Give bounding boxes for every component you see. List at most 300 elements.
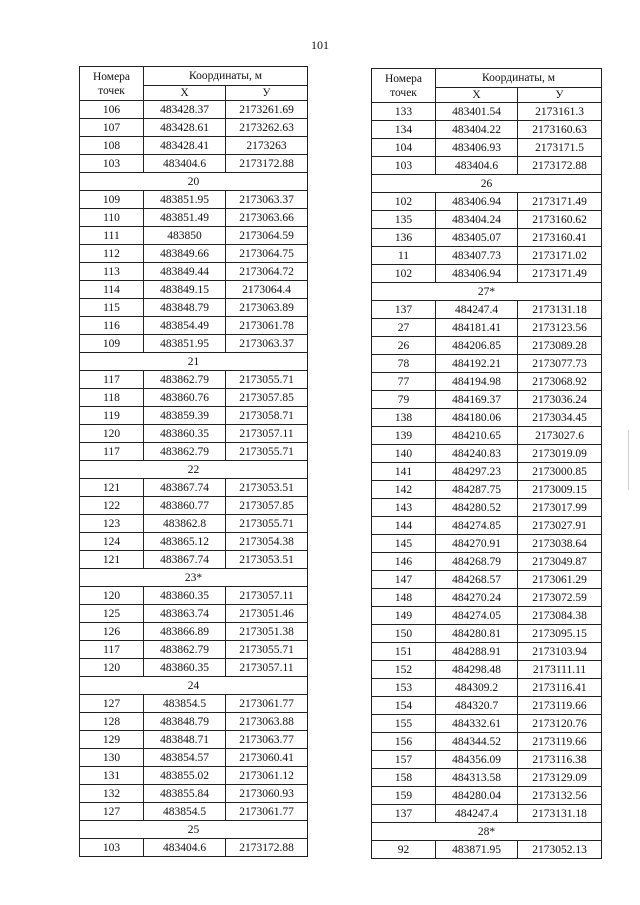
- table-row: [80, 623, 308, 641]
- table-body-left: [80, 101, 308, 857]
- table-row: [80, 407, 308, 425]
- x-coordinate-cell: 483848.79: [144, 713, 226, 731]
- y-coordinate-cell: 2173055.71: [226, 371, 308, 389]
- y-coordinate-cell: 2173063.77: [226, 731, 308, 749]
- y-coordinate-cell: 2173036.24: [518, 391, 602, 409]
- table-row: [372, 751, 602, 769]
- table-row: [80, 587, 308, 605]
- x-coordinate-cell: 484210.65: [436, 427, 518, 445]
- point-number-cell: 141: [372, 463, 436, 481]
- section-row: [80, 173, 308, 191]
- y-coordinate-cell: 2173027.6: [518, 427, 602, 445]
- point-number-cell: 103: [80, 839, 144, 857]
- table-row: [80, 731, 308, 749]
- point-number-cell: 107: [80, 119, 144, 137]
- y-coordinate-cell: 2173119.66: [518, 733, 602, 751]
- x-coordinate-cell: 483862.8: [144, 515, 226, 533]
- y-coordinate-cell: 2173064.72: [226, 263, 308, 281]
- table-row: [372, 661, 602, 679]
- point-number-cell: 138: [372, 409, 436, 427]
- point-number-cell: 139: [372, 427, 436, 445]
- x-coordinate-cell: 483860.76: [144, 389, 226, 407]
- x-coordinate-cell: 483404.22: [436, 121, 518, 139]
- point-number-cell: 77: [372, 373, 436, 391]
- point-number-cell: 154: [372, 697, 436, 715]
- x-coordinate-cell: 483867.74: [144, 479, 226, 497]
- point-number-cell: 135: [372, 211, 436, 229]
- table-row: [372, 517, 602, 535]
- point-number-cell: 117: [80, 371, 144, 389]
- table-row: [372, 571, 602, 589]
- point-number-cell: 110: [80, 209, 144, 227]
- x-coordinate-cell: 483862.79: [144, 371, 226, 389]
- point-number-cell: 117: [80, 443, 144, 461]
- y-coordinate-cell: 2173061.77: [226, 695, 308, 713]
- section-label: 22: [80, 461, 308, 479]
- y-coordinate-cell: 2173051.46: [226, 605, 308, 623]
- page-number: 101: [311, 38, 329, 52]
- y-coordinate-cell: 2173063.88: [226, 713, 308, 731]
- x-coordinate-cell: 484180.06: [436, 409, 518, 427]
- section-label: 26: [372, 175, 602, 193]
- table-row: [372, 463, 602, 481]
- x-coordinate-cell: 483849.66: [144, 245, 226, 263]
- y-coordinate-cell: 2173116.41: [518, 679, 602, 697]
- point-number-cell: 124: [80, 533, 144, 551]
- x-coordinate-cell: 483865.12: [144, 533, 226, 551]
- y-coordinate-cell: 2173055.71: [226, 443, 308, 461]
- x-coordinate-cell: 483404.24: [436, 211, 518, 229]
- x-coordinate-cell: 484280.81: [436, 625, 518, 643]
- x-coordinate-cell: 483406.94: [436, 193, 518, 211]
- y-coordinate-cell: 2173019.09: [518, 445, 602, 463]
- x-coordinate-cell: 483428.61: [144, 119, 226, 137]
- section-label: 25: [80, 821, 308, 839]
- table-row: [372, 697, 602, 715]
- table-row: [372, 481, 602, 499]
- table-row: [372, 427, 602, 445]
- point-number-cell: 116: [80, 317, 144, 335]
- table-row: [80, 839, 308, 857]
- scan-edge-mark: [628, 430, 629, 490]
- point-number-cell: 143: [372, 499, 436, 517]
- x-coordinate-cell: 483401.54: [436, 103, 518, 121]
- x-coordinate-cell: 483859.39: [144, 407, 226, 425]
- x-coordinate-cell: 484280.52: [436, 499, 518, 517]
- point-number-cell: 140: [372, 445, 436, 463]
- y-coordinate-cell: 2173262.63: [226, 119, 308, 137]
- y-coordinate-cell: 2173057.85: [226, 497, 308, 515]
- table-row: [372, 319, 602, 337]
- x-coordinate-cell: 483854.5: [144, 803, 226, 821]
- x-coordinate-cell: 483862.79: [144, 443, 226, 461]
- x-coordinate-cell: 483404.6: [144, 839, 226, 857]
- point-number-cell: 148: [372, 589, 436, 607]
- x-coordinate-cell: 483848.71: [144, 731, 226, 749]
- point-number-cell: 11: [372, 247, 436, 265]
- point-number-cell: 132: [80, 785, 144, 803]
- x-coordinate-cell: 483851.49: [144, 209, 226, 227]
- y-coordinate-cell: 2173057.11: [226, 425, 308, 443]
- y-coordinate-cell: 2173063.89: [226, 299, 308, 317]
- y-coordinate-cell: 2173063.66: [226, 209, 308, 227]
- y-coordinate-cell: 2173263: [226, 137, 308, 155]
- section-row: [372, 175, 602, 193]
- point-number-header: Номера точек: [372, 69, 436, 103]
- point-number-cell: 159: [372, 787, 436, 805]
- y-coordinate-cell: 2173055.71: [226, 641, 308, 659]
- table-row: [372, 139, 602, 157]
- x-coordinate-cell: 483860.35: [144, 587, 226, 605]
- y-coordinate-cell: 2173061.77: [226, 803, 308, 821]
- table-row: [80, 119, 308, 137]
- point-number-cell: 115: [80, 299, 144, 317]
- y-coordinate-cell: 2173116.38: [518, 751, 602, 769]
- x-coordinate-cell: 483849.15: [144, 281, 226, 299]
- point-number-cell: 111: [80, 227, 144, 245]
- table-row: [80, 551, 308, 569]
- table-row: [80, 389, 308, 407]
- table-row: [372, 553, 602, 571]
- point-number-header: Номера точек: [80, 67, 144, 101]
- table-row: [372, 229, 602, 247]
- table-row: [372, 103, 602, 121]
- section-label: 24: [80, 677, 308, 695]
- table-row: [372, 607, 602, 625]
- y-coordinate-cell: 2173060.93: [226, 785, 308, 803]
- y-coordinate-cell: 2173160.63: [518, 121, 602, 139]
- y-coordinate-cell: 2173049.87: [518, 553, 602, 571]
- section-row: [372, 283, 602, 301]
- x-coordinate-cell: 484240.83: [436, 445, 518, 463]
- table-row: [372, 121, 602, 139]
- point-number-cell: 102: [372, 265, 436, 283]
- point-number-cell: 129: [80, 731, 144, 749]
- x-coordinate-cell: 484268.79: [436, 553, 518, 571]
- point-number-cell: 147: [372, 571, 436, 589]
- table-row: [372, 715, 602, 733]
- point-number-cell: 125: [80, 605, 144, 623]
- y-coordinate-cell: 2173060.41: [226, 749, 308, 767]
- table-row: [80, 335, 308, 353]
- x-coordinate-cell: 484206.85: [436, 337, 518, 355]
- table-row: [80, 713, 308, 731]
- y-coordinate-cell: 2173171.49: [518, 193, 602, 211]
- x-coordinate-cell: 483860.35: [144, 425, 226, 443]
- table-row: [80, 497, 308, 515]
- y-coordinate-cell: 2173119.66: [518, 697, 602, 715]
- table-row: [372, 643, 602, 661]
- y-coordinate-cell: 2173061.78: [226, 317, 308, 335]
- table-row: [372, 247, 602, 265]
- point-number-cell: 158: [372, 769, 436, 787]
- y-coordinate-cell: 2173131.18: [518, 805, 602, 823]
- point-number-cell: 149: [372, 607, 436, 625]
- point-number-cell: 150: [372, 625, 436, 643]
- x-coordinate-cell: 483404.6: [436, 157, 518, 175]
- table-row: [80, 425, 308, 443]
- x-coordinate-cell: 484313.58: [436, 769, 518, 787]
- y-coordinate-cell: 2173064.4: [226, 281, 308, 299]
- x-coordinate-cell: 484270.91: [436, 535, 518, 553]
- x-coordinate-cell: 483428.41: [144, 137, 226, 155]
- point-number-cell: 142: [372, 481, 436, 499]
- table-row: [372, 445, 602, 463]
- point-number-cell: 92: [372, 841, 436, 859]
- table-header-row: [372, 69, 602, 88]
- x-coordinate-cell: 484287.75: [436, 481, 518, 499]
- table-row: [80, 137, 308, 155]
- point-number-cell: 78: [372, 355, 436, 373]
- y-coordinate-cell: 2173061.12: [226, 767, 308, 785]
- point-number-cell: 120: [80, 587, 144, 605]
- point-number-cell: 117: [80, 641, 144, 659]
- section-row: [80, 677, 308, 695]
- x-coordinate-cell: 483849.44: [144, 263, 226, 281]
- table-row: [80, 101, 308, 119]
- x-coordinate-cell: 484192.21: [436, 355, 518, 373]
- x-coordinate-cell: 483406.94: [436, 265, 518, 283]
- point-number-cell: 104: [372, 139, 436, 157]
- y-coordinate-cell: 2173120.76: [518, 715, 602, 733]
- section-row: [80, 569, 308, 587]
- section-label: 27*: [372, 283, 602, 301]
- y-coordinate-cell: 2173054.38: [226, 533, 308, 551]
- section-label: 20: [80, 173, 308, 191]
- section-label: 21: [80, 353, 308, 371]
- y-coordinate-cell: 2173017.99: [518, 499, 602, 517]
- x-coordinate-cell: 483862.79: [144, 641, 226, 659]
- table-row: [80, 191, 308, 209]
- point-number-cell: 126: [80, 623, 144, 641]
- x-coordinate-cell: 483867.74: [144, 551, 226, 569]
- x-coordinate-cell: 484270.24: [436, 589, 518, 607]
- y-coordinate-cell: 2173095.15: [518, 625, 602, 643]
- point-number-cell: 137: [372, 301, 436, 319]
- x-coordinate-cell: 483407.73: [436, 247, 518, 265]
- y-coordinate-cell: 2173057.85: [226, 389, 308, 407]
- point-number-cell: 152: [372, 661, 436, 679]
- table-row: [80, 533, 308, 551]
- x-coordinate-cell: 483860.35: [144, 659, 226, 677]
- table-row: [80, 803, 308, 821]
- y-coordinate-cell: 2173129.09: [518, 769, 602, 787]
- point-number-cell: 121: [80, 479, 144, 497]
- table-row: [372, 733, 602, 751]
- table-row: [372, 787, 602, 805]
- table-row: [372, 391, 602, 409]
- table-row: [80, 245, 308, 263]
- point-number-cell: 133: [372, 103, 436, 121]
- x-coordinate-cell: 484309.2: [436, 679, 518, 697]
- table-row: [372, 679, 602, 697]
- point-number-cell: 26: [372, 337, 436, 355]
- point-number-cell: 119: [80, 407, 144, 425]
- x-coordinate-cell: 483863.74: [144, 605, 226, 623]
- x-coordinate-cell: 484320.7: [436, 697, 518, 715]
- x-coordinate-cell: 483860.77: [144, 497, 226, 515]
- table-row: [372, 193, 602, 211]
- section-row: [372, 823, 602, 841]
- y-coordinate-cell: 2173171.5: [518, 139, 602, 157]
- point-number-cell: 103: [372, 157, 436, 175]
- y-column-header: У: [518, 88, 602, 103]
- table-row: [80, 695, 308, 713]
- coordinates-header: Координаты, м: [144, 67, 308, 86]
- x-coordinate-cell: 484288.91: [436, 643, 518, 661]
- y-coordinate-cell: 2173161.3: [518, 103, 602, 121]
- point-number-cell: 153: [372, 679, 436, 697]
- y-coordinate-cell: 2173052.13: [518, 841, 602, 859]
- table-row: [80, 785, 308, 803]
- x-coordinate-cell: 484194.98: [436, 373, 518, 391]
- x-coordinate-cell: 483851.95: [144, 191, 226, 209]
- x-coordinate-cell: 484181.41: [436, 319, 518, 337]
- y-coordinate-cell: 2173034.45: [518, 409, 602, 427]
- table-row: [372, 211, 602, 229]
- y-coordinate-cell: 2173064.59: [226, 227, 308, 245]
- y-coordinate-cell: 2173077.73: [518, 355, 602, 373]
- x-coordinate-cell: 483854.49: [144, 317, 226, 335]
- table-row: [80, 767, 308, 785]
- point-number-cell: 27: [372, 319, 436, 337]
- y-coordinate-cell: 2173053.51: [226, 551, 308, 569]
- point-number-cell: 130: [80, 749, 144, 767]
- coordinates-header: Координаты, м: [436, 69, 602, 88]
- point-number-cell: 151: [372, 643, 436, 661]
- section-row: [80, 461, 308, 479]
- table-row: [80, 515, 308, 533]
- point-number-cell: 131: [80, 767, 144, 785]
- point-number-cell: 137: [372, 805, 436, 823]
- x-coordinate-cell: 483866.89: [144, 623, 226, 641]
- y-coordinate-cell: 2173057.11: [226, 659, 308, 677]
- point-number-cell: 108: [80, 137, 144, 155]
- point-number-cell: 106: [80, 101, 144, 119]
- x-coordinate-cell: 483406.93: [436, 139, 518, 157]
- x-coordinate-cell: 484169.37: [436, 391, 518, 409]
- y-coordinate-cell: 2173261.69: [226, 101, 308, 119]
- y-coordinate-cell: 2173160.62: [518, 211, 602, 229]
- x-coordinate-cell: 484274.85: [436, 517, 518, 535]
- x-coordinate-cell: 484280.04: [436, 787, 518, 805]
- point-number-cell: 121: [80, 551, 144, 569]
- y-coordinate-cell: 2173000.85: [518, 463, 602, 481]
- point-number-cell: 120: [80, 425, 144, 443]
- table-row: [80, 227, 308, 245]
- y-coordinate-cell: 2173172.88: [226, 839, 308, 857]
- point-number-cell: 134: [372, 121, 436, 139]
- x-coordinate-cell: 483854.5: [144, 695, 226, 713]
- x-coordinate-cell: 483855.02: [144, 767, 226, 785]
- point-number-cell: 144: [372, 517, 436, 535]
- table-row: [80, 749, 308, 767]
- table-row: [80, 371, 308, 389]
- table-row: [372, 301, 602, 319]
- y-coordinate-cell: 2173171.02: [518, 247, 602, 265]
- y-coordinate-cell: 2173084.38: [518, 607, 602, 625]
- table-row: [80, 281, 308, 299]
- y-coordinate-cell: 2173132.56: [518, 787, 602, 805]
- table-row: [372, 409, 602, 427]
- point-number-cell: 118: [80, 389, 144, 407]
- point-number-cell: 79: [372, 391, 436, 409]
- y-coordinate-cell: 2173172.88: [518, 157, 602, 175]
- section-row: [80, 353, 308, 371]
- x-column-header: Х: [436, 88, 518, 103]
- y-coordinate-cell: 2173057.11: [226, 587, 308, 605]
- table-row: [80, 155, 308, 173]
- x-coordinate-cell: 484268.57: [436, 571, 518, 589]
- y-coordinate-cell: 2173064.75: [226, 245, 308, 263]
- y-coordinate-cell: 2173172.88: [226, 155, 308, 173]
- table-row: [372, 355, 602, 373]
- section-label: 28*: [372, 823, 602, 841]
- point-number-cell: 128: [80, 713, 144, 731]
- table-row: [372, 499, 602, 517]
- y-coordinate-cell: 2173160.41: [518, 229, 602, 247]
- y-coordinate-cell: 2173089.28: [518, 337, 602, 355]
- point-number-cell: 145: [372, 535, 436, 553]
- y-coordinate-cell: 2173038.64: [518, 535, 602, 553]
- point-number-cell: 109: [80, 335, 144, 353]
- x-coordinate-cell: 483404.6: [144, 155, 226, 173]
- table-row: [80, 443, 308, 461]
- table-row: [372, 337, 602, 355]
- table-row: [372, 841, 602, 859]
- table-row: [80, 605, 308, 623]
- point-number-cell: 113: [80, 263, 144, 281]
- y-coordinate-cell: 2173009.15: [518, 481, 602, 499]
- y-coordinate-cell: 2173103.94: [518, 643, 602, 661]
- table-row: [372, 625, 602, 643]
- point-number-cell: 112: [80, 245, 144, 263]
- x-coordinate-cell: 483851.95: [144, 335, 226, 353]
- y-coordinate-cell: 2173171.49: [518, 265, 602, 283]
- point-number-cell: 122: [80, 497, 144, 515]
- table-row: [80, 263, 308, 281]
- y-coordinate-cell: 2173061.29: [518, 571, 602, 589]
- table-row: [372, 805, 602, 823]
- table-row: [372, 157, 602, 175]
- x-coordinate-cell: 483871.95: [436, 841, 518, 859]
- table-row: [80, 479, 308, 497]
- x-coordinate-cell: 484344.52: [436, 733, 518, 751]
- y-coordinate-cell: 2173123.56: [518, 319, 602, 337]
- coordinates-table-left: [79, 66, 308, 857]
- section-row: [80, 821, 308, 839]
- x-coordinate-cell: 484297.23: [436, 463, 518, 481]
- table-row: [80, 659, 308, 677]
- table-row: [80, 317, 308, 335]
- point-number-cell: 146: [372, 553, 436, 571]
- y-coordinate-cell: 2173072.59: [518, 589, 602, 607]
- table-header-row: [80, 67, 308, 86]
- y-coordinate-cell: 2173053.51: [226, 479, 308, 497]
- y-coordinate-cell: 2173027.91: [518, 517, 602, 535]
- x-coordinate-cell: 484274.05: [436, 607, 518, 625]
- x-coordinate-cell: 484298.48: [436, 661, 518, 679]
- point-number-cell: 127: [80, 803, 144, 821]
- point-number-cell: 120: [80, 659, 144, 677]
- y-coordinate-cell: 2173058.71: [226, 407, 308, 425]
- table-row: [80, 299, 308, 317]
- point-number-cell: 109: [80, 191, 144, 209]
- y-coordinate-cell: 2173051.38: [226, 623, 308, 641]
- table-row: [372, 589, 602, 607]
- table-row: [80, 641, 308, 659]
- x-coordinate-cell: 483848.79: [144, 299, 226, 317]
